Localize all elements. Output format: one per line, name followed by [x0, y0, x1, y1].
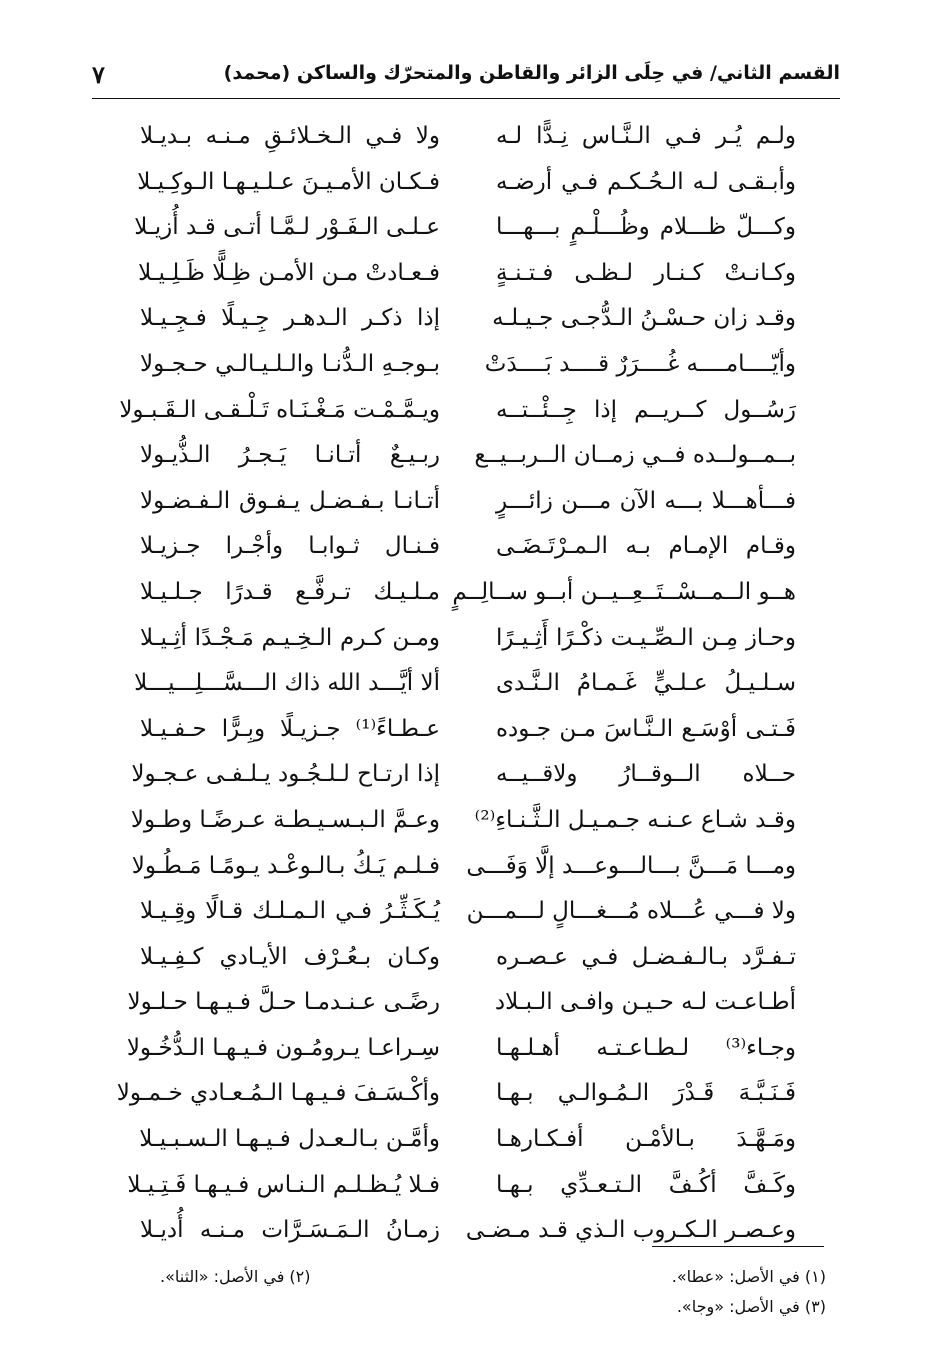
verse-first-hemistich: ومـــا مَـــنَّ بـــالـــوعـــد إلَّا وَفَـــى — [466, 852, 796, 879]
page-header — [92, 60, 840, 104]
verse-line — [140, 616, 796, 662]
verse-first-hemistich: وقـام الإمـام بـه الـمـرْتَـضَـى — [496, 533, 796, 560]
verse-second-hemistich: فـعـادتْ مـن الأمـن ظِـلًّا ظَـلِـيـلا — [138, 259, 440, 286]
verse-first-hemistich: وقـد شـاع عـنـه جـمـيـل الـثَّـنـاءِ⁽²⁾ — [474, 806, 796, 833]
verse-second-hemistich: وأكْـسَـفَ فـيـهـا الـمُـعـادي خـمـولا — [116, 1080, 440, 1107]
verse-second-hemistich: عـطـاءً⁽¹⁾ جـزيـلًا وبِـرًّا حـفـيـلا — [140, 715, 440, 742]
verse-first-hemistich: وقـد زان حـسْـنُ الـدُّجـى جـيـلـه — [492, 305, 796, 332]
verse-line — [140, 1117, 796, 1163]
verse-first-hemistich: فَـتـى أوْسَـع الـنَّـاسَ مـن جـوده — [496, 715, 796, 742]
verse-line — [126, 1026, 796, 1072]
running-title: القسم الثاني/ في حِلَى الزائر والقاطن والمتحرّك والساكن (محمد) — [223, 62, 840, 84]
verse-line — [140, 251, 796, 297]
verse-second-hemistich: ربـيـعٌ أتـانـا يَـجـرُ الـذُّيـولا — [140, 442, 440, 469]
verse-first-hemistich: أطـاعـت لـه حـيـن وافـى الـبـلاد — [494, 989, 796, 1016]
verse-second-hemistich: سِـراعـا يـرومُـون فـيـهـا الـدُّخُـولا — [126, 1034, 440, 1061]
verse-second-hemistich: ويـمَّـمْـت مَـغْـنَـاه تَـلْـقـى الـقَـبـولا — [119, 396, 440, 423]
verse-first-hemistich: تـفـرَّد بـالـفـضـل فـي عـصـره — [496, 943, 796, 970]
verse-second-hemistich: ألا أيَّـــد الله ذاك الـــسَّـــلِـــيـــلا — [134, 670, 440, 697]
verse-first-hemistich: بــمــولــده فــي زمــان الــربــيــع — [474, 442, 796, 469]
verse-first-hemistich: وأيّــــامــــه غُــــرَرٌ قــــد بَــــدَتْ — [484, 350, 796, 377]
header-rule — [92, 98, 840, 99]
verse-first-hemistich: سـلـيـلُ عـلـيٍّ غَـمـامُ الـنَّـدى — [496, 670, 796, 697]
verse-second-hemistich: فـلا يُـظـلـم الـنـاس فـيـهـا فَـتِـيـلا — [127, 1171, 440, 1198]
poem-body — [116, 114, 796, 1254]
verse-first-hemistich: ومَـهَّـدَ بـالأمْـن أفـكـارهـا — [496, 1126, 796, 1153]
verse-line — [127, 1163, 796, 1209]
verse-second-hemistich: زمـانُ الـمَـسَـرَّات مـنـه أُديـلا — [140, 1217, 440, 1244]
verse-second-hemistich: مـلـيـك تـرفَّـع قـدرًا جـلـيـلا — [140, 578, 440, 605]
verse-line — [140, 296, 796, 342]
footnote: (٢) في الأصل: «الثنا». — [160, 1267, 311, 1286]
verse-line — [116, 1071, 796, 1117]
verse-second-hemistich: ومـن كـرم الـخِـيـم مَـجْـدًا أثِـيـلا — [140, 624, 440, 651]
verse-second-hemistich: فـلـم يَـكُ بـالـوعْـد يـومًـا مَـطُـولا — [131, 852, 440, 879]
verse-first-hemistich: حــلاه الــوقــارُ ولاقــيــه — [496, 761, 796, 788]
verse-second-hemistich: وعـمَّ الـبـسـيـطـة عـرضًـا وطـولا — [130, 806, 440, 833]
verse-second-hemistich: عـلـى الـفَـوْر لـمَّـا أتـى قـد أُزيـلا — [134, 214, 440, 241]
footnote-row — [160, 1292, 826, 1322]
verse-first-hemistich: وحـاز مِـن الـصِّـيـت ذكْـرًا أَثِـيـرًا — [496, 624, 796, 651]
verse-line — [140, 707, 796, 753]
verse-line — [140, 1208, 796, 1254]
verse-line — [140, 114, 796, 160]
verse-first-hemistich: وكـــلّ ظـــلام وظُـــلْـمٍ بـــهـــا — [496, 214, 796, 241]
verse-line — [131, 752, 796, 798]
verse-first-hemistich: وأبـقـى لـه الـحُـكـم فـي أرضـه — [496, 168, 796, 195]
verse-line — [140, 570, 796, 616]
verse-first-hemistich: هــو الــمــسْــتَــعِــيــن أبــو ســالِــمٍ — [452, 578, 796, 605]
verse-line — [140, 479, 796, 525]
verse-second-hemistich: رضًـى عـنـدمـا حـلَّ فـيـهـا حـلـولا — [127, 989, 440, 1016]
verse-second-hemistich: إذا ذكـر الـدهـر جِـيـلًا فـجِـيـلا — [140, 305, 440, 332]
verse-second-hemistich: أتـانـا بـفـضـل يـفـوق الـفـضـولا — [140, 487, 440, 514]
verse-line — [134, 205, 796, 251]
verse-line — [140, 935, 796, 981]
verse-second-hemistich: بـوجـهِ الـدُّنـا والـلـيـالـي حـجـولا — [140, 350, 440, 377]
verse-line — [131, 844, 796, 890]
verse-line — [130, 798, 796, 844]
footnote-row — [160, 1262, 826, 1292]
verse-line — [140, 342, 796, 388]
verse-first-hemistich: فـــأهـــلا بـــه الآن مـــن زائـــرٍ — [496, 487, 796, 514]
verse-first-hemistich: وعـصـر الـكـروب الـذي قـد مـضـى — [465, 1217, 796, 1244]
page-number: ٧ — [92, 60, 105, 89]
verse-first-hemistich: ولـم يُـر فـي الـنَّـاس نِـدًّا لـه — [496, 123, 796, 149]
footnote: (١) في الأصل: «عطا». — [671, 1267, 826, 1286]
verse-second-hemistich: ولا فـي الـخـلائـقِ مـنـه بـديـلا — [140, 123, 440, 149]
verse-line — [140, 889, 796, 935]
verse-first-hemistich: وكَـفَّ أكُـفَّ الـتـعـدِّي بـهـا — [496, 1171, 796, 1198]
verse-line — [137, 160, 796, 206]
footnote: (٣) في الأصل: «وجا». — [676, 1297, 826, 1316]
verse-first-hemistich: ولا فـــي عُـــلاه مُـــغـــالٍ لـــمـــن — [466, 898, 796, 925]
verse-line — [134, 661, 796, 707]
verse-second-hemistich: وأمَّـن بـالـعـدل فـيـهـا الـسـبـيـلا — [139, 1126, 440, 1153]
verse-second-hemistich: فـنـال ثـوابـا وأجْـرا جـزيـلا — [140, 533, 440, 560]
verse-first-hemistich: وكـانـتْ كـنـار لـظـى فـتـنـةٍ — [496, 259, 796, 286]
verse-second-hemistich: فـكـان الأمـيـنَ عـلـيـهـا الـوكِـيـلا — [137, 168, 440, 195]
verse-first-hemistich: وجـاء⁽³⁾ لـطـاعـتـه أهـلـهـا — [496, 1034, 796, 1061]
verse-line — [140, 524, 796, 570]
verse-second-hemistich: إذا ارتـاح لـلـجُـود يـلـفـى عـجـولا — [131, 761, 440, 788]
verse-line — [140, 433, 796, 479]
footnotes — [160, 1262, 826, 1322]
verse-first-hemistich: فَـنَـبَّـهَ قَـدْرَ الـمُـوالـي بـهـا — [496, 1080, 796, 1107]
verse-first-hemistich: رَسُــول كــريــم إذا جِــئْــتــه — [496, 396, 796, 423]
verse-second-hemistich: وكـان بـعُـرْف الأيـادي كـفِـيـلا — [140, 943, 440, 970]
verse-second-hemistich: يُـكَـثِّـرُ فـي الـمـلـك قـالًا وقِـيـلا — [140, 898, 440, 925]
verse-line — [127, 980, 796, 1026]
footnote-rule — [652, 1246, 824, 1247]
verse-line — [119, 388, 796, 434]
